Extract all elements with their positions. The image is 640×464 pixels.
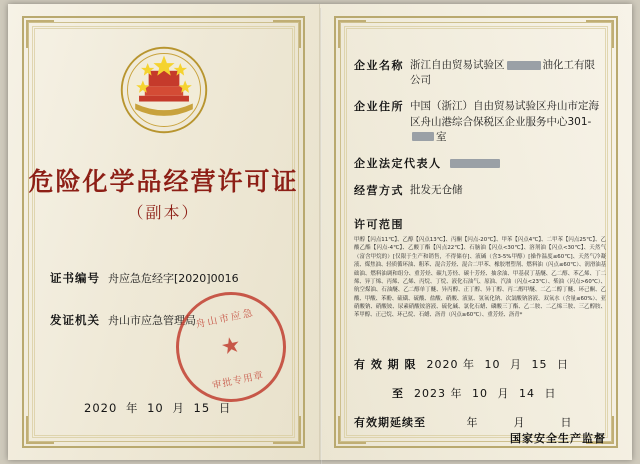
field-value-head: 中国（浙江）自由贸易试验区舟山市定海区舟山港综合保税区企业服务中心301-	[410, 100, 599, 128]
validity-from-date	[427, 356, 570, 372]
corner-ornament	[586, 20, 614, 48]
right-field-list	[354, 58, 604, 210]
unit-year: 年	[463, 358, 475, 371]
certificate-book	[8, 4, 632, 460]
validity-from-year: 2020	[426, 358, 459, 371]
validity-from-day: 15	[531, 358, 548, 371]
page-fold	[320, 8, 322, 464]
validity-from-row	[354, 356, 612, 372]
unit-month: 月	[497, 387, 510, 400]
field-value-tail: 油化工有限公司	[410, 59, 595, 87]
seal-bottom-text: 审批专用章	[211, 369, 265, 392]
issue-date	[80, 400, 231, 416]
seal-top-text: 舟山市应急	[194, 307, 256, 331]
validity-extension-date	[436, 414, 573, 430]
permitted-scope-section	[354, 216, 606, 344]
seal-star-icon: ★	[218, 332, 244, 361]
page-subtitle: （副本）	[127, 203, 200, 222]
corner-ornament	[26, 20, 54, 48]
validity-to-year: 2023	[414, 387, 446, 400]
issue-date-day: 15	[193, 401, 211, 415]
validity-to-date	[414, 385, 557, 401]
field-label: 企业名称	[354, 59, 404, 72]
field-label: 有效期延续至	[354, 416, 426, 429]
validity-to-row	[354, 385, 612, 401]
field-label: 许可范围	[354, 218, 404, 231]
permitted-scope-text: 甲醇【闪点11℃】、乙醇【闪点13℃】、丙酮【闪点-20℃】、甲苯【闪点4℃】、二甲苯【闪点25℃】、乙酸乙酯【闪点-4℃】、乙酸丁酯【闪点22℃】、石脑油【闪点<30℃】、溶剂油【闪点<30℃】、天然气（富含甲烷的）[仅限于生产和销售，不得储存]、液碱（含3-5%甲醇）[操作温度≤60℃]、天然气冷凝液、煤焦油、轻质循环油、粗苯、混合芳烃、混合二甲苯、橡胶增塑剂、燃料油（闪点≤60℃）、润滑油基础油、燃料油调和组分、重芳烃、碳九芳烃、碳十芳烃、抽余油、甲基叔丁基醚、乙二醇、苯乙烯、丁二烯、异丁烯、丙烯、乙烯、丙烷、丁烷、液化石油气、原油、汽油（闪点<23℃）、柴油（闪点>60℃）、航空煤油、石油醚、乙二醇单丁醚、异丙醇、正丁醇、异丁醇、丙二醇甲醚、二乙二醇丁醚、环己酮、乙酸、甲酸、苯酚、硫磺、硫酸、盐酸、硝酸、液氨、氢氧化钠、次氯酸钠溶液、双氧水（含量≤60%）、亚硝酸钠、硝酸铵、尿素硝酸铵溶液、硫化碱、氯化石蜡、磷酸三丁酯、乙二胺、二乙烯三胺、三乙醇胺、苯甲醇、正己烷、环己烷、石蜡、沥青（闪点≥60℃）、重芳烃、沥青*	[354, 237, 606, 319]
field-label: 发证机关	[50, 313, 100, 327]
corner-ornament	[273, 416, 301, 444]
field-label: 经营方式	[354, 184, 404, 198]
national-emblem-icon	[116, 42, 212, 138]
field-value: 舟山市应急管理局	[108, 314, 196, 327]
corner-ornament	[338, 20, 366, 48]
field-value	[448, 156, 502, 172]
issue-date-day-unit: 日	[218, 401, 232, 415]
field-value: 舟应急危经字[2020]0016	[108, 272, 239, 285]
validity-to-month: 10	[472, 387, 488, 400]
issue-date-month: 10	[147, 401, 164, 415]
validity-to-day: 14	[519, 387, 535, 400]
unit-day: 日	[560, 416, 573, 429]
unit-month: 月	[510, 358, 522, 371]
unit-year: 年	[466, 416, 479, 429]
field-company-address	[354, 99, 604, 145]
issue-date-year: 2020	[84, 401, 118, 415]
redaction-block	[412, 132, 434, 141]
corner-ornament	[273, 20, 301, 48]
field-label: 证书编号	[50, 271, 100, 285]
issue-date-year-unit: 年	[125, 401, 139, 415]
redaction-block	[450, 159, 500, 168]
field-value	[410, 99, 604, 145]
unit-month: 月	[513, 416, 526, 429]
certificate-left-page	[8, 4, 320, 460]
field-label: 有 效 期 限	[354, 358, 417, 371]
validity-from-month: 10	[484, 358, 501, 371]
field-company-name	[354, 58, 604, 88]
field-value-tail: 室	[436, 130, 447, 143]
corner-ornament	[26, 416, 54, 444]
unit-day: 日	[544, 387, 557, 400]
field-legal-representative	[354, 156, 604, 172]
footer-authority: 国家安全生产监督	[510, 432, 606, 445]
unit-day: 日	[557, 358, 569, 371]
field-label: 企业住所	[354, 100, 404, 114]
field-label: 企业法定代表人	[354, 157, 442, 171]
certificate-right-page	[320, 4, 632, 460]
page-title: 危险化学品经营许可证	[28, 167, 299, 196]
validity-extension-row	[354, 414, 612, 430]
field-value-head: 浙江自由贸易试验区	[410, 59, 505, 71]
issue-date-month-unit: 月	[172, 401, 185, 415]
field-label: 至	[392, 387, 404, 400]
field-value	[410, 58, 604, 88]
unit-year: 年	[450, 387, 463, 400]
field-value: 批发无仓储	[410, 184, 463, 197]
field-business-mode	[354, 183, 604, 199]
field-certificate-number	[50, 270, 286, 286]
redaction-block	[507, 61, 541, 70]
